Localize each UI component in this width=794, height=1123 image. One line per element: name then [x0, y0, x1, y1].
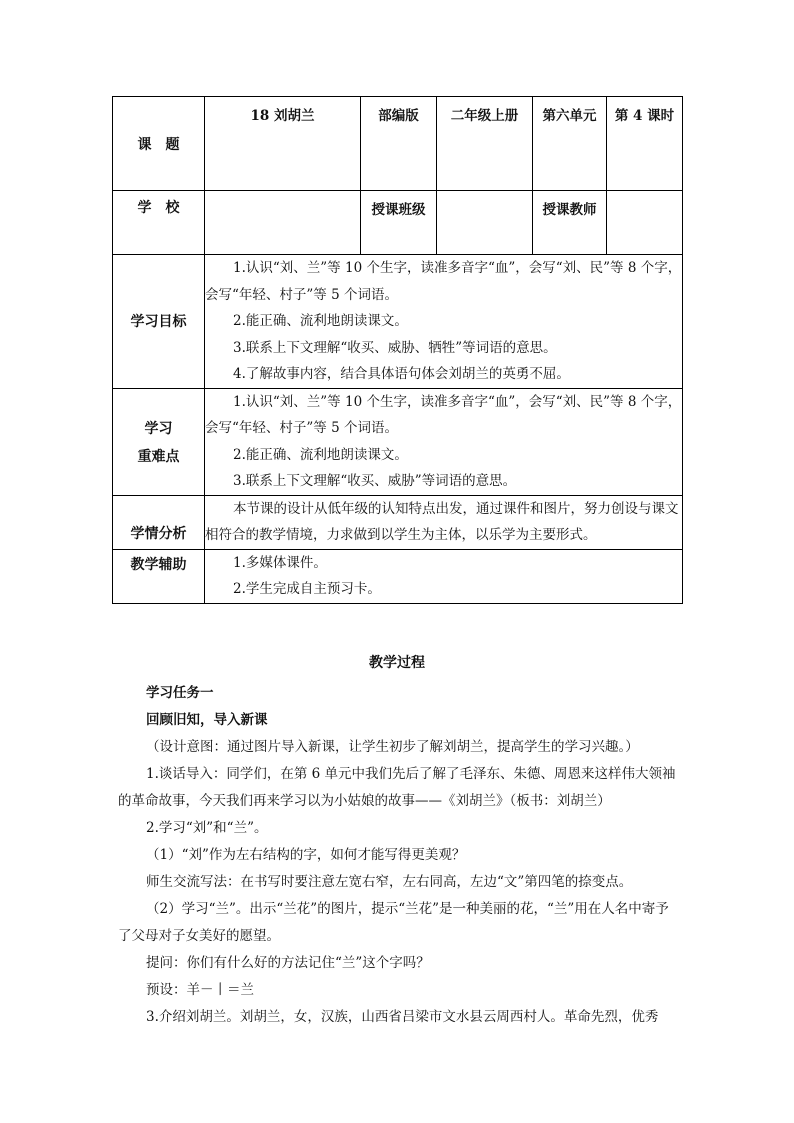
row-goals [113, 255, 683, 389]
school-value [205, 191, 361, 255]
process-paragraph: （设计意图：通过图片导入新课，让学生初步了解刘胡兰，提高学生的学习兴趣。） [146, 739, 639, 755]
aids-content [205, 549, 683, 603]
goal-item: 1.认识“刘、兰”等 10 个生字，读准多音字“血”，会写“刘、民”等 8 个字，会写“年轻、村子”等 5 个词语。 [205, 260, 682, 303]
row-aids [113, 549, 683, 603]
key-points-content [205, 388, 683, 495]
key-point-item: 3.联系上下文理解“收买、威胁”等词语的意思。 [233, 473, 517, 489]
label-aids: 教学辅助 [113, 549, 205, 603]
goal-item: 2.能正确、流利地朗读课文。 [233, 313, 408, 329]
task-heading: 学习任务一 [146, 685, 214, 701]
label-key-points [113, 388, 205, 495]
process-paragraph: 师生交流写法：在书写时要注意左宽右窄，左右同高，左边“文”第四笔的捺变点。 [146, 874, 633, 890]
goal-item: 3.联系上下文理解“收买、威胁、牺牲”等词语的意思。 [233, 339, 557, 356]
class-value [437, 191, 533, 255]
lesson-title: 18 刘胡兰 [205, 97, 361, 191]
process-paragraph: （2）学习“兰”。出示“兰花”的图片，提示“兰花”是一种美丽的花，“兰”用在人名中寄予了父母对子女美好的愿望。 [118, 901, 669, 944]
process-paragraph: 2.学习“刘”和“兰”。 [146, 820, 268, 836]
key-point-item: 2.能正确、流利地朗读课文。 [233, 446, 408, 463]
row-key-points [113, 388, 683, 495]
analysis-content [205, 495, 683, 549]
grade: 二年级上册 [437, 97, 533, 191]
label-teacher: 授课教师 [533, 191, 607, 255]
process-paragraph: 提问：你们有什么好的方法记住“兰”这个字吗？ [146, 955, 430, 971]
label-class: 授课班级 [361, 191, 437, 255]
edition: 部编版 [361, 97, 437, 191]
aid-item: 2.学生完成自主预习卡。 [233, 581, 381, 597]
task-subtitle: 回顾旧知，导入新课 [146, 712, 268, 728]
label-key-points-line2: 重难点 [137, 448, 180, 465]
label-goals: 学习目标 [113, 255, 205, 389]
goals-content [205, 255, 683, 389]
label-lesson: 课 题 [113, 97, 205, 191]
row-lesson-info [113, 97, 683, 191]
process-paragraph: 预设：羊－丨＝兰 [146, 982, 254, 998]
label-analysis: 学情分析 [113, 495, 205, 549]
goal-item: 4.了解故事内容，结合具体语句体会刘胡兰的英勇不屈。 [233, 366, 570, 382]
label-school: 学 校 [113, 191, 205, 255]
process-paragraph: （1）“刘”作为左右结构的字，如何才能写得更美观？ [146, 847, 466, 863]
analysis-text: 本节课的设计从低年级的认知特点出发，通过课件和图片，努力创设与课文相符合的教学情境，力求做到以学生为主体，以乐学为主要形式。 [205, 500, 679, 543]
unit: 第六单元 [533, 97, 607, 191]
row-analysis [113, 495, 683, 549]
aid-item: 1.多媒体课件。 [233, 554, 327, 571]
lesson-plan-table [112, 96, 683, 604]
period: 第 4 课时 [607, 97, 683, 191]
process-body [118, 680, 678, 1031]
row-school-info [113, 191, 683, 255]
teacher-value [607, 191, 683, 255]
process-paragraph: 3.介绍刘胡兰。刘胡兰，女，汉族，山西省吕梁市文水县云周西村人。革命先烈，优秀 [146, 1009, 659, 1025]
process-paragraph: 1.谈话导入：同学们，在第 6 单元中我们先后了解了毛泽东、朱德、周恩来这样伟大领袖的革命故事，今天我们再来学习以为小姑娘的故事——《刘胡兰》（板书：刘胡兰） [118, 766, 676, 809]
section-title: 教学过程 [369, 655, 425, 671]
label-key-points-line1: 学习 [144, 420, 173, 437]
key-point-item: 1.认识“刘、兰”等 10 个生字，读准多音字“血”，会写“刘、民”等 8 个字，会写“年轻、村子”等 5 个词语。 [205, 393, 682, 436]
